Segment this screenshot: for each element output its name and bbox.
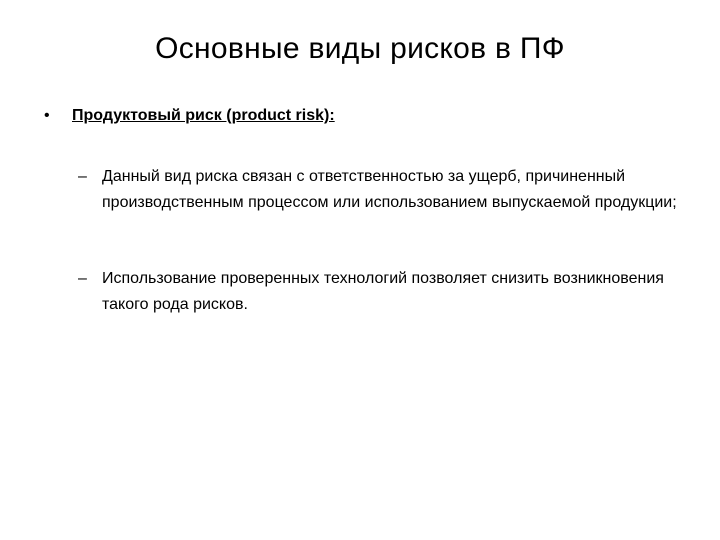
sub-item-marker: –	[78, 168, 87, 185]
bullet-text: Продуктовый риск (product risk):	[72, 107, 335, 124]
sub-item-marker: –	[78, 270, 87, 287]
sub-item-responsibility	[78, 164, 688, 216]
bullet-marker: •	[44, 107, 50, 124]
slide-title: Основные виды рисков в ПФ	[155, 32, 565, 65]
sub-item-text: Данный вид риска связан с ответственностью за ущерб, причиненный производственным процессом или использованием выпускаемой продукции;	[102, 168, 677, 211]
sub-item-technologies	[78, 266, 688, 318]
sub-item-text: Использование проверенных технологий позволяет снизить возникновения такого рода рисков.	[102, 270, 664, 313]
bullet-item	[44, 106, 684, 126]
